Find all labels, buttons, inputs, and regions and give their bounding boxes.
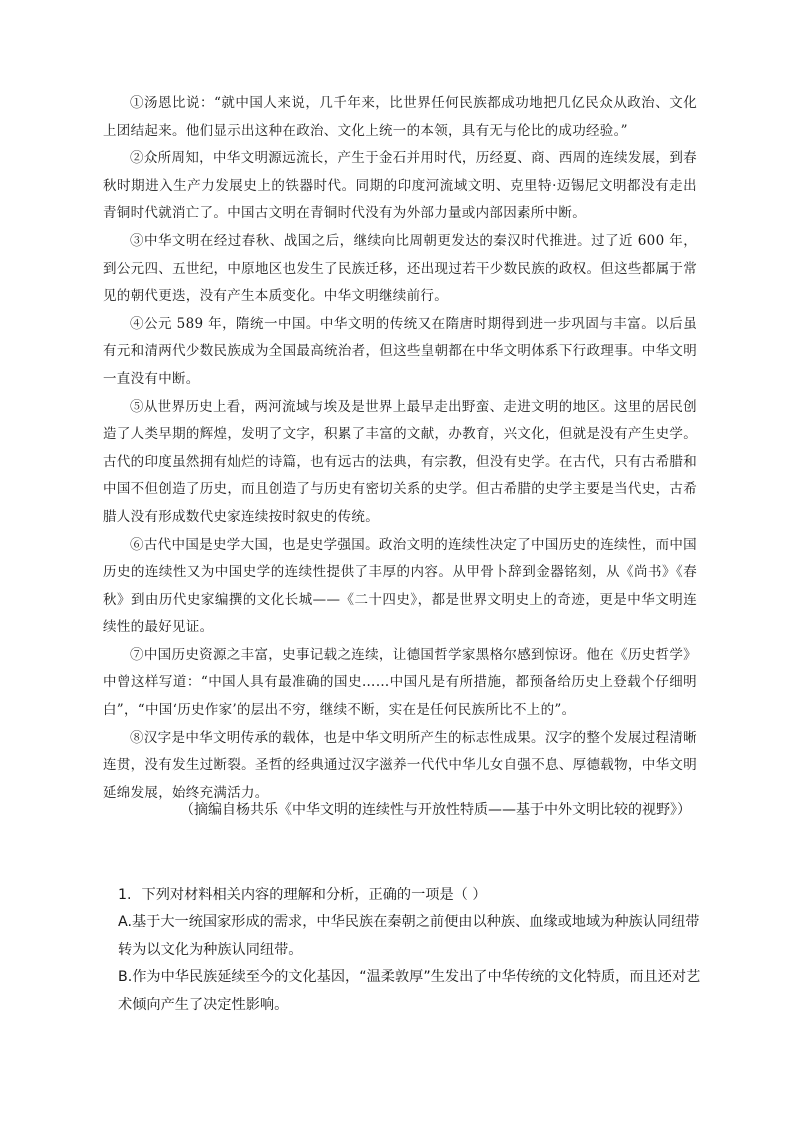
question-text: 下列对材料相关内容的理解和分析，正确的一项是（ ） (141, 887, 487, 903)
option-b[interactable]: B.作为中华民族延续至今的文化基因，“温柔敦厚”生发出了中华传统的文化特质，而且还对艺术倾向产生了决定性影响。 (118, 969, 701, 1013)
source-citation: （摘编自杨共乐《中华文明的连续性与开放性特质——基于中外文明比较的视野》） (180, 802, 691, 818)
question-stem (118, 882, 708, 909)
question-number: 1. (118, 887, 132, 903)
question-block (118, 882, 708, 1019)
paragraph-3: ③中华文明在经过春秋、战国之后，继续向比周朝更发达的秦汉时代推进。过了近 600 年，到公元四、五世纪，中原地区也发生了民族迁移，还出现过若干少数民族的政权。但这些都属于常见的朝代更迭，没有产生本质变化。中华文明继续前行。 (103, 232, 697, 305)
paragraph-2: ②众所周知，中华文明源远流长，产生于金石并用时代，历经夏、商、西周的连续发展，到春秋时期进入生产力发展史上的铁器时代。同期的印度河流域文明、克里特·迈锡尼文明都没有走出青铜时代就消亡了。中国古文明在青铜时代没有为外部力量或内部因素所中断。 (103, 150, 697, 222)
option-a[interactable]: A.基于大一统国家形成的需求，中华民族在秦朝之前便由以种族、血缘或地域为种族认同纽带转为以文化为种族认同纽带。 (118, 914, 700, 958)
reading-passage (103, 90, 697, 807)
paragraph-6: ⑥古代中国是史学大国，也是史学强国。政治文明的连续性决定了中国历史的连续性，而中国历史的连续性又为中国史学的连续性提供了丰厚的内容。从甲骨卜辞到金器铭刻，从《尚书》《春秋》到由历代史家编撰的文化长城——《二十四史》，都是世界文明史上的奇迹，更是中华文明连续性的最好见证。 (103, 536, 697, 636)
paragraph-8: ⑧汉字是中华文明传承的载体，也是中华文明所产生的标志性成果。汉字的整个发展过程清晰连贯，没有发生过断裂。圣哲的经典通过汉字滋养一代代中华儿女自强不息、厚德载物，中华文明延绵发展，始终充满活力。 (103, 729, 697, 801)
paragraph-4: ④公元 589 年，隋统一中国。中华文明的传统又在隋唐时期得到进一步巩固与丰富。以后虽有元和清两代少数民族成为全国最高统治者，但这些皇朝都在中华文明体系下行政理事。中华文明一直没有中断。 (103, 315, 697, 387)
paragraph-5: ⑤从世界历史上看，两河流域与埃及是世界上最早走出野蛮、走进文明的地区。这里的居民创造了人类早期的辉煌，发明了文字，积累了丰富的文献，办教育，兴文化，但就是没有产生史学。古代的印度虽然拥有灿烂的诗篇，也有远古的法典，有宗教，但没有史学。在古代，只有古希腊和中国不但创造了历史，而且创造了与历史有密切关系的史学。但古希腊的史学主要是当代史，古希腊人没有形成数代史家连续按时叙史的传统。 (103, 398, 697, 525)
paragraph-1: ①汤恩比说：“就中国人来说，几千年来，比世界任何民族都成功地把几亿民众从政治、文化上团结起来。他们显示出这种在政治、文化上统一的本领，具有无与伦比的成功经验。” (103, 95, 697, 139)
paragraph-7: ⑦中国历史资源之丰富，史事记载之连续，让德国哲学家黑格尔感到惊讶。他在《历史哲学》中曾这样写道：“中国人具有最准确的国史……中国凡是有所措施，都预备给历史上登载个仔细明白”，“中国‘历史作家’的层出不穷，继续不断，实在是任何民族所比不上的”。 (103, 646, 697, 719)
